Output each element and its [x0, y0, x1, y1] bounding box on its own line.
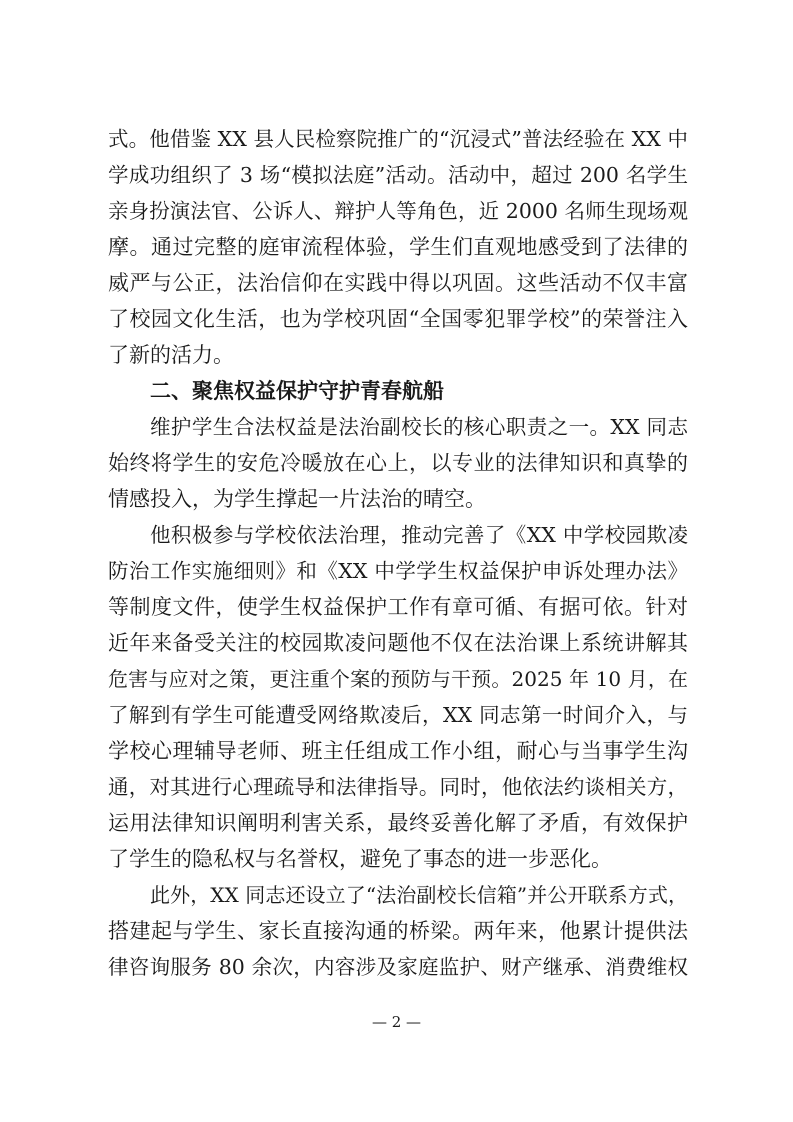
text-line: 了解到有学生可能遭受网络欺凌后，XX 同志第一时间介入，与 [108, 703, 688, 727]
text-line: 防治工作实施细则》和《XX 中学学生权益保护申诉处理办法》 [108, 559, 688, 583]
text-line: 学校心理辅导老师、班主任组成工作小组，耐心与当事学生沟 [108, 739, 688, 763]
text-line: 通，对其进行心理疏导和法律指导。同时，他依法约谈相关方， [108, 775, 688, 799]
page-number: — 2 — [371, 1013, 422, 1031]
text-line: 学成功组织了 3 场“模拟法庭”活动。活动中，超过 200 名学生 [108, 163, 688, 187]
text-line: 搭建起与学生、家长直接沟通的桥梁。两年来，他累计提供法 [108, 919, 688, 943]
section-heading: 二、聚焦权益保护守护青春航船 [150, 379, 444, 403]
text-line: 威严与公正，法治信仰在实践中得以巩固。这些活动不仅丰富 [108, 271, 688, 295]
text-line: 亲身扮演法官、公诉人、辩护人等角色，近 2000 名师生现场观 [108, 199, 688, 223]
text-line: 危害与应对之策，更注重个案的预防与干预。2025 年 10 月，在 [108, 667, 688, 691]
text-line: 了校园文化生活，也为学校巩固“全国零犯罪学校”的荣誉注入 [108, 307, 688, 331]
text-line: 式。他借鉴 XX 县人民检察院推广的“沉浸式”普法经验在 XX 中 [108, 127, 688, 151]
text-line: 他积极参与学校依法治理，推动完善了《XX 中学校园欺凌 [150, 523, 688, 547]
text-line: 近年来备受关注的校园欺凌问题他不仅在法治课上系统讲解其 [108, 631, 688, 655]
text-line: 了学生的隐私权与名誉权，避免了事态的进一步恶化。 [108, 847, 612, 871]
text-line: 律咨询服务 80 余次，内容涉及家庭监护、财产继承、消费维权 [108, 955, 688, 979]
text-line: 维护学生合法权益是法治副校长的核心职责之一。XX 同志 [150, 415, 688, 439]
text-line: 情感投入，为学生撑起一片法治的晴空。 [108, 487, 486, 511]
text-line: 等制度文件，使学生权益保护工作有章可循、有据可依。针对 [108, 595, 688, 619]
text-line: 摩。通过完整的庭审流程体验，学生们直观地感受到了法律的 [108, 235, 688, 259]
text-line: 运用法律知识阐明利害关系，最终妥善化解了矛盾，有效保护 [108, 811, 688, 835]
text-line: 此外，XX 同志还设立了“法治副校长信箱”并公开联系方式， [150, 883, 688, 907]
text-line: 始终将学生的安危冷暖放在心上，以专业的法律知识和真挚的 [108, 451, 688, 475]
text-line: 了新的活力。 [108, 343, 234, 367]
